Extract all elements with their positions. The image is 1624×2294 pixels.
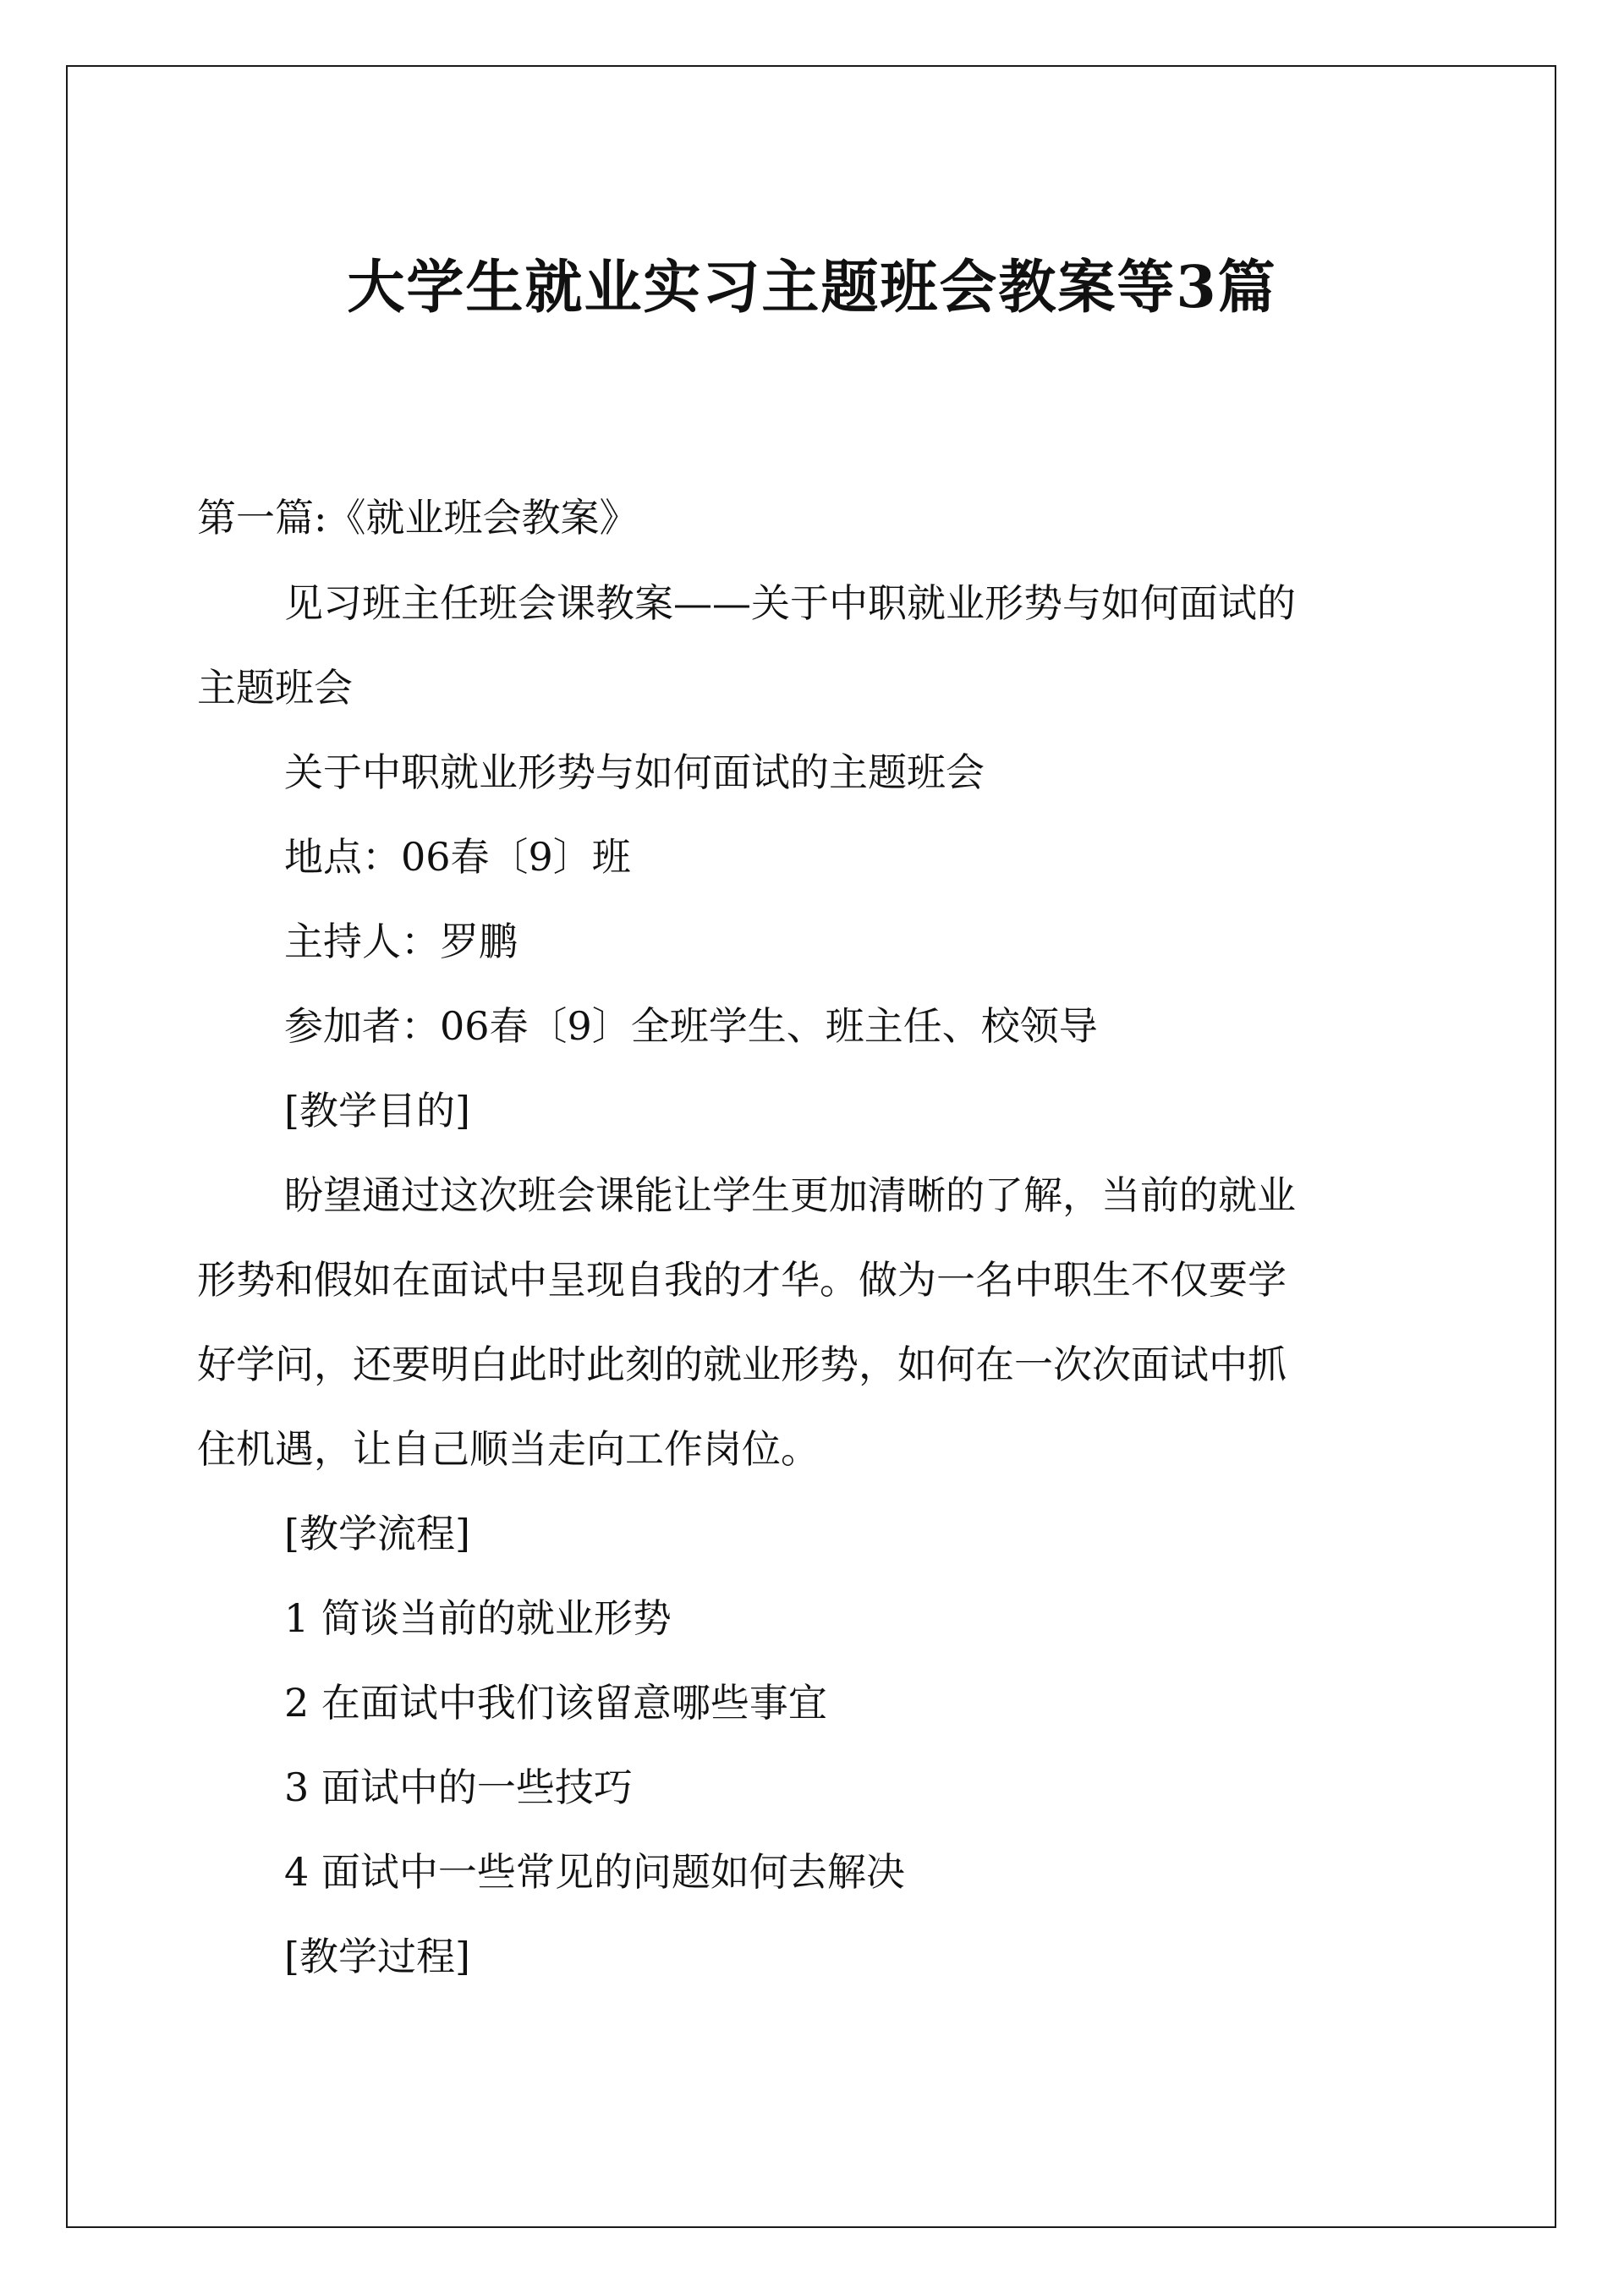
list-item: 3 面试中的一些技巧 — [284, 1764, 633, 1810]
paragraph-line: 好学问，还要明白此时此刻的就业形势，如何在一次次面试中抓 — [197, 1342, 1287, 1387]
paragraph-line: 住机遇，让自己顺当走向工作岗位。 — [197, 1426, 820, 1472]
participants-line: 参加者：06春〔9〕全班学生、班主任、校领导 — [284, 1003, 1098, 1049]
list-item: 1 简谈当前的就业形势 — [284, 1595, 672, 1641]
list-item: 4 面试中一些常见的问题如何去解决 — [284, 1849, 905, 1895]
paragraph-line: 关于中职就业形势与如何面试的主题班会 — [284, 749, 985, 795]
paragraph-line: 主题班会 — [197, 665, 353, 711]
document-title: 大学生就业实习主题班会教案等3篇 — [347, 254, 1277, 321]
paragraph-line: 盼望通过这次班会课能让学生更加清晰的了解，当前的就业 — [284, 1172, 1296, 1218]
teaching-process-heading: [教学过程] — [284, 1934, 470, 1979]
location-line: 地点：06春〔9〕班 — [284, 834, 631, 880]
list-item: 2 在面试中我们该留意哪些事宜 — [284, 1680, 827, 1726]
paragraph-line: 见习班主任班会课教案——关于中职就业形势与如何面试的 — [284, 580, 1296, 626]
page-border — [66, 65, 1556, 2228]
teaching-goal-heading: [教学目的] — [284, 1088, 470, 1133]
host-line: 主持人：罗鹏 — [284, 919, 518, 964]
paragraph-line: 形势和假如在面试中呈现自我的才华。做为一名中职生不仅要学 — [197, 1257, 1287, 1303]
teaching-flow-heading: [教学流程] — [284, 1511, 470, 1556]
section-heading: 第一篇:《就业班会教案》 — [197, 495, 639, 541]
